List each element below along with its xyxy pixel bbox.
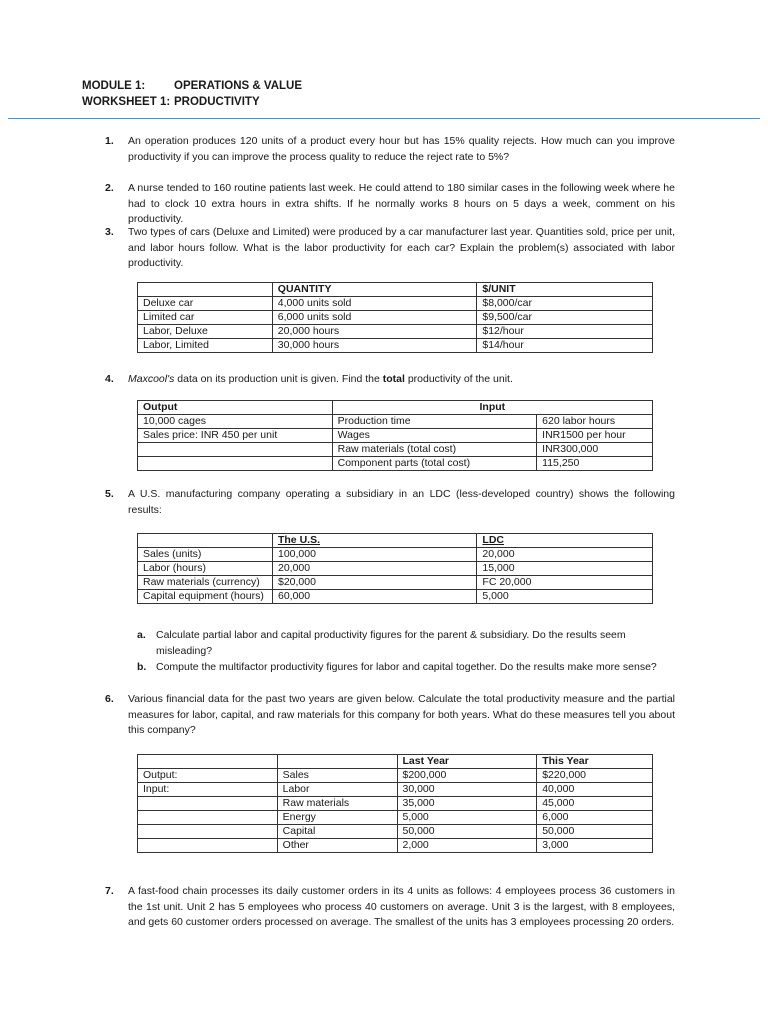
- subquestion-label: a.: [137, 629, 146, 641]
- question-text: A U.S. manufacturing company operating a subsidiary in an LDC (less-developed country) shows the following results:: [128, 488, 675, 516]
- table-cell: 60,000: [272, 590, 476, 604]
- table-cell: 45,000: [537, 797, 653, 811]
- table-row: [138, 415, 653, 429]
- table-header-row: [138, 534, 653, 548]
- subquestion-text: Compute the multifactor productivity figures for labor and capital together. Do the results make more sense?: [156, 661, 657, 673]
- table-cell: $20,000: [272, 576, 476, 590]
- table-header-row: [138, 755, 653, 769]
- question-5a: [137, 628, 677, 659]
- worksheet-title: PRODUCTIVITY: [174, 96, 260, 108]
- table-header-cell: This Year: [537, 755, 653, 769]
- question-text-part: productivity of the unit.: [404, 373, 513, 385]
- table-cell: $8,000/car: [477, 297, 653, 311]
- table-header-cell: LDC: [477, 534, 653, 548]
- module-title: OPERATIONS & VALUE: [174, 80, 302, 92]
- table-cell: Capital equipment (hours): [138, 590, 273, 604]
- table-header-cell: [138, 534, 273, 548]
- table-cell: FC 20,000: [477, 576, 653, 590]
- table-cell: 20,000 hours: [272, 325, 477, 339]
- table-cell: 40,000: [537, 783, 653, 797]
- table-cell: [138, 797, 278, 811]
- question-6: [105, 692, 675, 739]
- question-5: [105, 487, 675, 518]
- table-row: [138, 548, 653, 562]
- table-row: [138, 590, 653, 604]
- table-cell: 115,250: [537, 457, 653, 471]
- table-cell: [138, 457, 333, 471]
- table-cell: [138, 811, 278, 825]
- table-cell: 20,000: [272, 562, 476, 576]
- question-4: [105, 372, 675, 388]
- table-cell: Raw materials (total cost): [332, 443, 537, 457]
- table-cell: $9,500/car: [477, 311, 653, 325]
- question-number: 6.: [105, 693, 114, 705]
- emphasis-total: total: [382, 373, 405, 385]
- subquestion-label: b.: [137, 661, 147, 673]
- us-ldc-table: [137, 533, 653, 604]
- table-row: [138, 783, 653, 797]
- table-cell: Raw materials (currency): [138, 576, 273, 590]
- question-1: [105, 134, 675, 165]
- table-cell: Component parts (total cost): [332, 457, 537, 471]
- table-cell: 5,000: [477, 590, 653, 604]
- maxcool-data-table: [137, 400, 653, 471]
- car-production-table: [137, 282, 653, 353]
- table-header-row: [138, 283, 653, 297]
- table-cell: 35,000: [397, 797, 537, 811]
- table-cell: 2,000: [397, 839, 537, 853]
- table-cell: 30,000 hours: [272, 339, 477, 353]
- question-5b: [137, 660, 677, 676]
- table-cell: 30,000: [397, 783, 537, 797]
- table-header-cell: [138, 283, 273, 297]
- question-text: Various financial data for the past two years are given below. Calculate the total productivity measure and the partial measures for labor, capital, and raw materials for this company for both years. What do these measures tell you about this company?: [128, 693, 675, 736]
- table-cell: Output:: [138, 769, 278, 783]
- table-cell: Energy: [277, 811, 397, 825]
- table-cell: 15,000: [477, 562, 653, 576]
- table-cell: Labor, Deluxe: [138, 325, 273, 339]
- table-header-cell: The U.S.: [272, 534, 476, 548]
- document-header: [82, 78, 302, 110]
- table-cell: Input:: [138, 783, 278, 797]
- table-cell: 6,000 units sold: [272, 311, 477, 325]
- table-cell: Labor (hours): [138, 562, 273, 576]
- input-header: Input: [332, 401, 652, 415]
- financial-data-table: [137, 754, 653, 853]
- output-header: Output: [138, 401, 333, 415]
- table-cell: Production time: [332, 415, 537, 429]
- table-header-cell: [138, 755, 278, 769]
- question-7: [105, 884, 675, 931]
- question-number: 3.: [105, 226, 114, 238]
- table-cell: $220,000: [537, 769, 653, 783]
- table-cell: 100,000: [272, 548, 476, 562]
- table-cell: Sales price: INR 450 per unit: [138, 429, 333, 443]
- question-3: [105, 225, 675, 272]
- table-header-cell: QUANTITY: [272, 283, 477, 297]
- table-header-cell: Last Year: [397, 755, 537, 769]
- company-name: Maxcool's: [128, 373, 175, 385]
- table-cell: Wages: [332, 429, 537, 443]
- table-row: [138, 839, 653, 853]
- table-header-cell: $/UNIT: [477, 283, 653, 297]
- question-text-part: data on its production unit is given. Find the: [174, 373, 383, 385]
- question-number: 4.: [105, 373, 114, 385]
- table-header-cell: [277, 755, 397, 769]
- table-cell: 10,000 cages: [138, 415, 333, 429]
- table-cell: $14/hour: [477, 339, 653, 353]
- table-cell: [138, 825, 278, 839]
- table-cell: [138, 443, 333, 457]
- table-cell: Labor, Limited: [138, 339, 273, 353]
- table-row: [138, 811, 653, 825]
- table-cell: $200,000: [397, 769, 537, 783]
- table-cell: 20,000: [477, 548, 653, 562]
- table-row: [138, 339, 653, 353]
- question-text: Two types of cars (Deluxe and Limited) were produced by a car manufacturer last year. Quantities sold, price per unit, and labor hours follow. What is the labor productivity for each car? Explain the problem(s) associated with labor productivity.: [128, 226, 675, 269]
- question-text: A nurse tended to 160 routine patients last week. He could attend to 180 similar cases in the following week where he had to clock 10 extra hours in extra shifts. If he normally works 8 hours on 5 days a week, comment on his productivity.: [128, 182, 675, 225]
- table-cell: 4,000 units sold: [272, 297, 477, 311]
- question-number: 7.: [105, 885, 114, 897]
- table-row: [138, 311, 653, 325]
- table-cell: INR1500 per hour: [537, 429, 653, 443]
- question-number: 1.: [105, 135, 114, 147]
- table-row: [138, 457, 653, 471]
- table-row: [138, 825, 653, 839]
- table-cell: $12/hour: [477, 325, 653, 339]
- table-cell: Sales (units): [138, 548, 273, 562]
- table-header-row: [138, 401, 653, 415]
- worksheet-key: WORKSHEET 1:: [82, 96, 171, 108]
- question-number: 5.: [105, 488, 114, 500]
- table-cell: 50,000: [397, 825, 537, 839]
- table-cell: INR300,000: [537, 443, 653, 457]
- module-key: MODULE 1:: [82, 80, 146, 92]
- question-text: A fast-food chain processes its daily customer orders in its 4 units as follows: 4 employees process 36 customers in the 1st unit. Unit 2 has 5 employees who process 40 customers on average. Unit 3 is the largest, with 8 employees, and gets 60 customer orders processed on average. The smallest of the units has 3 employees processing 20 orders.: [128, 885, 675, 928]
- table-cell: Deluxe car: [138, 297, 273, 311]
- question-text: [128, 372, 675, 388]
- table-cell: Limited car: [138, 311, 273, 325]
- question-2: [105, 181, 675, 228]
- table-row: [138, 443, 653, 457]
- table-cell: [138, 839, 278, 853]
- subquestion-text: Calculate partial labor and capital productivity figures for the parent & subsidiary. Do the results seem misleading?: [156, 629, 626, 657]
- table-cell: 6,000: [537, 811, 653, 825]
- question-number: 2.: [105, 182, 114, 194]
- table-cell: Raw materials: [277, 797, 397, 811]
- header-divider: [8, 118, 760, 119]
- table-cell: Capital: [277, 825, 397, 839]
- question-text: An operation produces 120 units of a product every hour but has 15% quality rejects. How much can you improve productivity if you can improve the process quality to reduce the reject rate to 5%?: [128, 135, 675, 163]
- table-row: [138, 429, 653, 443]
- table-row: [138, 325, 653, 339]
- table-cell: Sales: [277, 769, 397, 783]
- table-cell: Other: [277, 839, 397, 853]
- table-cell: Labor: [277, 783, 397, 797]
- table-row: [138, 769, 653, 783]
- table-row: [138, 576, 653, 590]
- table-row: [138, 297, 653, 311]
- table-cell: 5,000: [397, 811, 537, 825]
- table-row: [138, 797, 653, 811]
- table-cell: 3,000: [537, 839, 653, 853]
- table-cell: 620 labor hours: [537, 415, 653, 429]
- table-cell: 50,000: [537, 825, 653, 839]
- table-row: [138, 562, 653, 576]
